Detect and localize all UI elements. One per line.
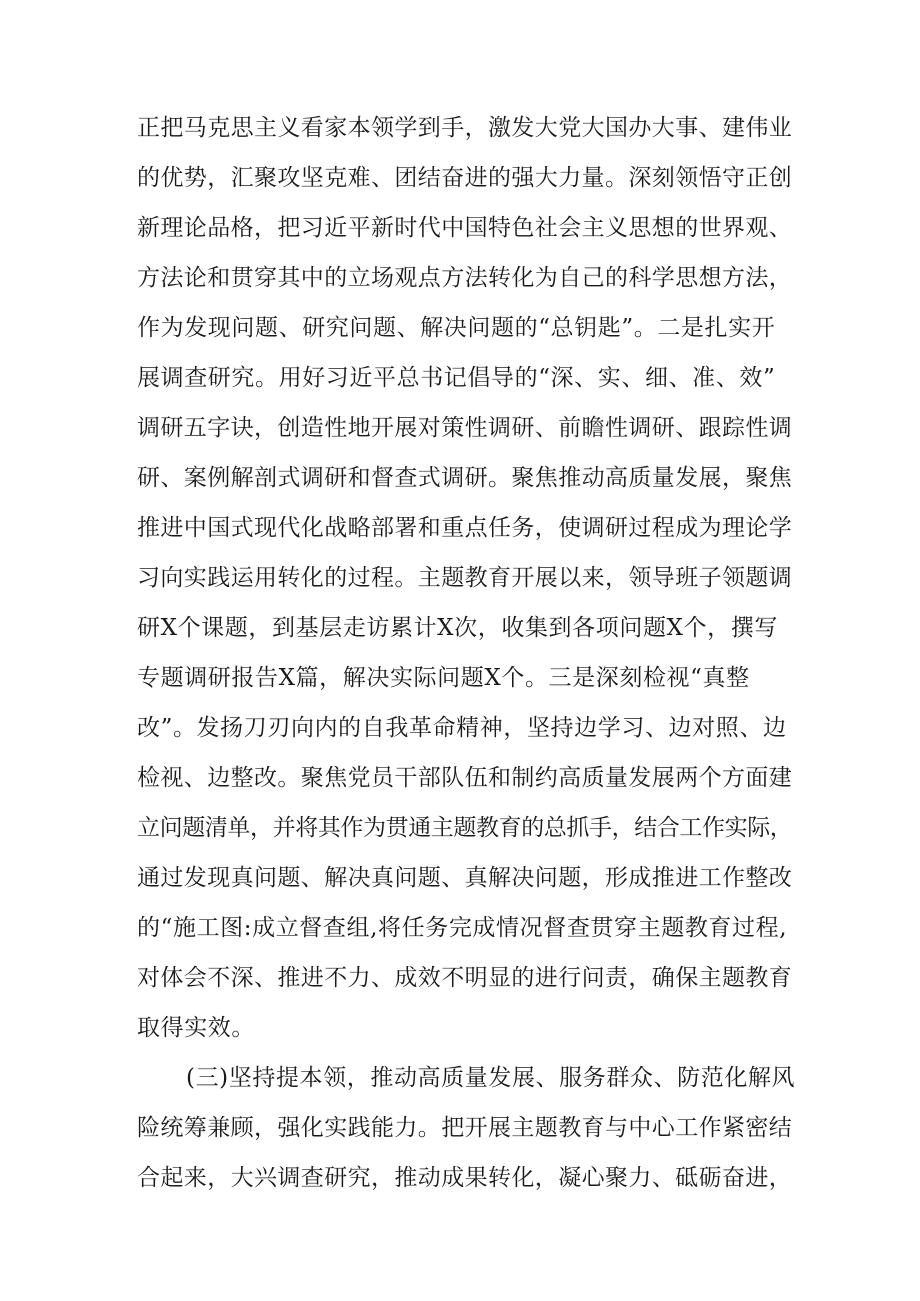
- section-heading-line: (三)坚持提本领，推动高质量发展、服务群众、防范化解风: [186, 1065, 796, 1091]
- body-text-line: 取得实效。: [137, 1015, 255, 1041]
- body-text-line: 改”。发扬刀刃向内的自我革命精神，坚持边学习、边对照、边: [137, 715, 787, 741]
- body-text-line: 检视、边整改。聚焦党员干部队伍和制约高质量发展两个方面建: [137, 765, 793, 791]
- body-text-line: 立问题清单，并将其作为贯通主题教育的总抓手，结合工作实际，: [137, 815, 793, 841]
- body-text-line: 习向实践运用转化的过程。主题教育开展以来，领导班子领题调: [137, 565, 793, 591]
- body-text-line: 新理论品格，把习近平新时代中国特色社会主义思想的世界观、: [137, 215, 793, 241]
- body-text-line: 正把马克思主义看家本领学到手，激发大党大国办大事、建伟业: [137, 115, 793, 141]
- body-text-line: 专题调研报告X篇，解决实际问题X个。三是深刻检视“真整: [137, 665, 750, 691]
- body-text-line: 对体会不深、推进不力、成效不明显的进行问责，确保主题教育: [137, 965, 793, 991]
- body-text-line: 的“施工图:成立督查组,将任务完成情况督查贯穿主题教育过程,: [137, 915, 788, 941]
- body-text-line: 研、案例解剖式调研和督查式调研。聚焦推动高质量发展，聚焦: [137, 465, 793, 491]
- body-text-line: 调研五字诀，创造性地开展对策性调研、前瞻性调研、跟踪性调: [137, 415, 793, 441]
- body-text-line: 通过发现真问题、解决真问题、真解决问题，形成推进工作整改: [137, 865, 793, 891]
- body-text-line: 方法论和贯穿其中的立场观点方法转化为自己的科学思想方法，: [137, 265, 793, 291]
- body-text-line: 展调查研究。用好习近平总书记倡导的“深、实、细、准、效”: [137, 365, 776, 391]
- body-text-line: 险统筹兼顾，强化实践能力。把开展主题教育与中心工作紧密结: [137, 1115, 793, 1141]
- body-text-line: 合起来，大兴调查研究，推动成果转化，凝心聚力、砥砺奋进，: [137, 1165, 793, 1191]
- body-text-line: 研X个课题，到基层走访累计X次，收集到各项问题X个，撰写: [137, 615, 778, 641]
- body-text-line: 作为发现问题、研究问题、解决问题的“总钥匙”。二是扎实开: [137, 315, 776, 341]
- body-text-line: 推进中国式现代化战略部署和重点任务，使调研过程成为理论学: [137, 515, 793, 541]
- body-text-line: 的优势，汇聚攻坚克难、团结奋进的强大力量。深刻领悟守正创: [137, 165, 793, 191]
